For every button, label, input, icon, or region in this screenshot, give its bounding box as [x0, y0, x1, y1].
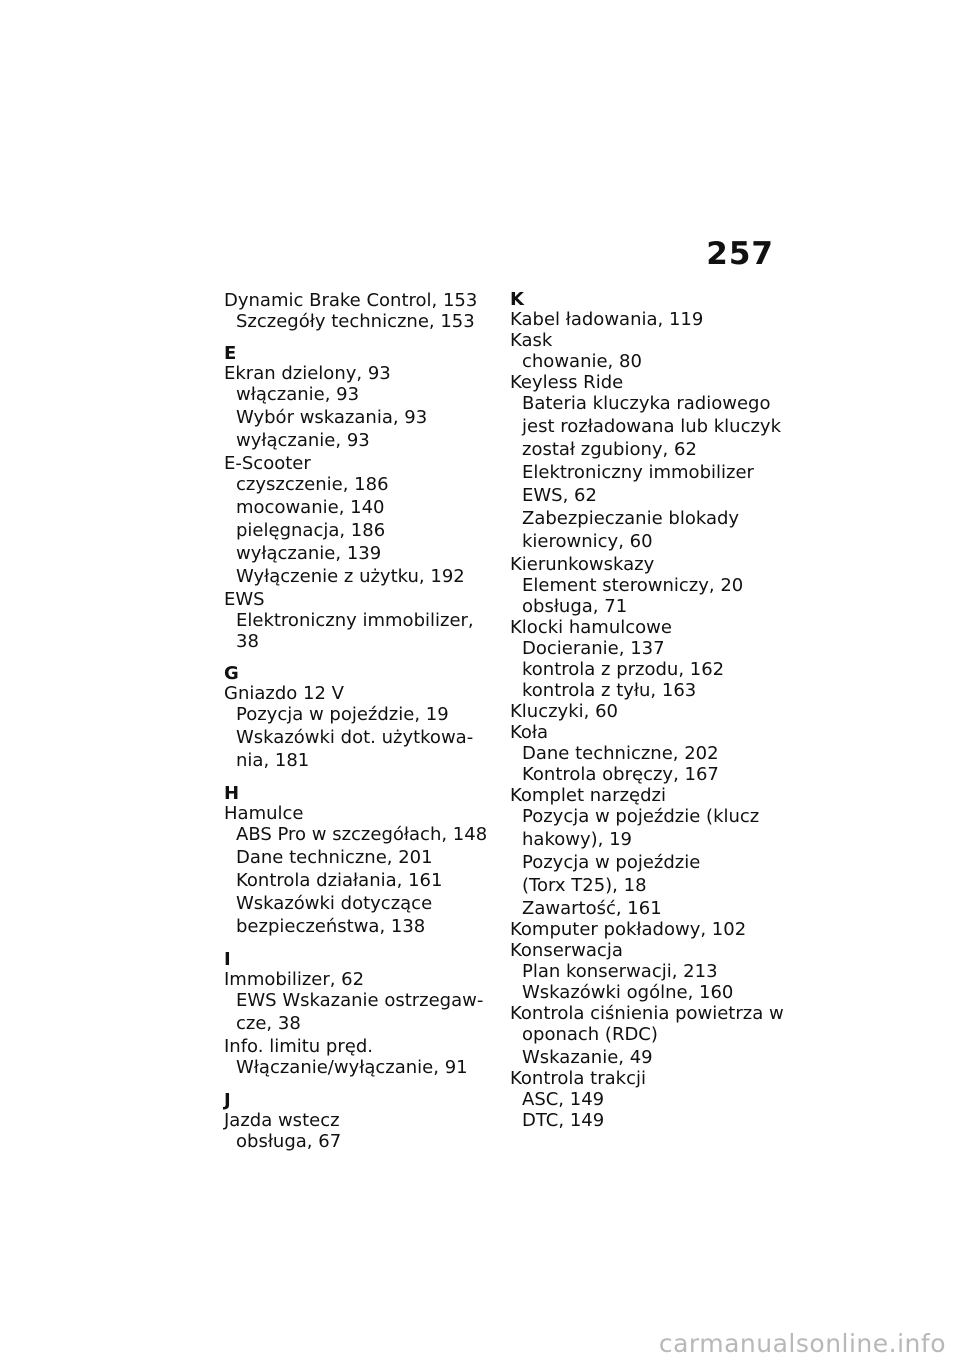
index-subentry: hakowy), 19 [522, 829, 632, 850]
index-entry: Kontrola trakcji [510, 1068, 646, 1089]
index-subentry: kontrola z tyłu, 163 [522, 680, 697, 701]
index-entry: E-Scooter [224, 453, 311, 474]
index-subentry: obsługa, 67 [236, 1131, 342, 1152]
index-subentry: jest rozładowana lub kluczyk [522, 416, 782, 437]
index-subentry: Wskazanie, 49 [522, 1047, 653, 1068]
index-letter-heading: I [224, 949, 231, 970]
index-subentry: bezpieczeństwa, 138 [236, 916, 426, 937]
index-subentry: Wskazówki dotyczące [236, 893, 433, 914]
index-entry: Komputer pokładowy, 102 [510, 919, 747, 940]
index-entry: Immobilizer, 62 [224, 969, 365, 990]
index-subentry: (Torx T25), 18 [522, 875, 647, 896]
index-group-j [224, 1091, 496, 1152]
index-entry: Keyless Ride [510, 372, 624, 393]
index-subentry: Bateria kluczyka radiowego [522, 393, 771, 414]
index-column-left [224, 290, 496, 1152]
index-group-e [224, 344, 496, 652]
index-subentry: Plan konserwacji, 213 [522, 961, 718, 982]
index-letter-heading: J [224, 1090, 231, 1111]
index-subentry: DTC, 149 [522, 1110, 605, 1131]
index-group [224, 290, 496, 332]
index-entry: Ekran dzielony, 93 [224, 363, 391, 384]
watermark: carmanualsonline.info [658, 1329, 946, 1358]
index-subentry: Dane techniczne, 201 [236, 847, 433, 868]
index-entry: Kask [510, 330, 553, 351]
index-subentry: czyszczenie, 186 [236, 474, 389, 495]
index-column-right [510, 290, 790, 1131]
index-subentry: włączanie, 93 [236, 384, 360, 405]
index-subentry: ABS Pro w szczegółach, 148 [236, 824, 488, 845]
index-letter-heading: K [510, 289, 524, 310]
index-subentry: obsługa, 71 [522, 596, 628, 617]
index-entry: Kontrola ciśnienia powietrza w [510, 1003, 784, 1024]
index-subentry: Kontrola działania, 161 [236, 870, 443, 891]
index-subentry: oponach (RDC) [522, 1024, 658, 1045]
index-subentry: Kontrola obręczy, 167 [522, 764, 719, 785]
index-subentry: Element sterowniczy, 20 [522, 575, 744, 596]
index-subentry: Szczegóły techniczne, 153 [236, 311, 475, 332]
index-entry: Kabel ładowania, 119 [510, 309, 704, 330]
index-letter-heading: H [224, 783, 240, 804]
index-entry: Info. limitu pręd. [224, 1036, 373, 1057]
index-letter-heading: E [224, 343, 237, 364]
index-subentry: nia, 181 [236, 750, 310, 771]
index-subentry: został zgubiony, 62 [522, 439, 697, 460]
index-group-k [510, 290, 790, 1131]
index-entry: Klocki hamulcowe [510, 617, 672, 638]
index-subentry: Pozycja w pojeździe (klucz [522, 806, 760, 827]
index-subentry: EWS, 62 [522, 485, 597, 506]
index-subentry: Wskazówki ogólne, 160 [522, 982, 734, 1003]
index-group-i [224, 950, 496, 1079]
index-entry: Jazda wstecz [224, 1110, 340, 1131]
index-subentry: EWS Wskazanie ostrzegaw- [236, 990, 484, 1011]
index-subentry: mocowanie, 140 [236, 497, 385, 518]
index-entry: EWS [224, 589, 265, 610]
index-letter-heading: G [224, 663, 239, 684]
index-group-g [224, 664, 496, 772]
index-entry: Kluczyki, 60 [510, 701, 618, 722]
index-subentry: Zabezpieczanie blokady [522, 508, 740, 529]
index-entry: Kierunkowskazy [510, 554, 655, 575]
index-entry: Dynamic Brake Control, 153 [224, 290, 478, 311]
index-subentry: pielęgnacja, 186 [236, 520, 386, 541]
index-subentry: kontrola z przodu, 162 [522, 659, 725, 680]
index-entry: Hamulce [224, 803, 304, 824]
page-number: 257 [706, 236, 774, 272]
index-subentry: Docieranie, 137 [522, 638, 665, 659]
index-entry: Konserwacja [510, 940, 623, 961]
index-subentry: Wyłączenie z użytku, 192 [236, 566, 465, 587]
index-subentry: ASC, 149 [522, 1089, 605, 1110]
index-subentry: wyłączanie, 93 [236, 430, 370, 451]
index-subentry: Elektroniczny immobilizer [522, 462, 754, 483]
index-subentry: kierownicy, 60 [522, 531, 653, 552]
index-subentry: Dane techniczne, 202 [522, 743, 719, 764]
index-subentry: Wybór wskazania, 93 [236, 407, 428, 428]
index-entry: Koła [510, 722, 549, 743]
index-subentry: chowanie, 80 [522, 351, 642, 372]
index-subentry: Pozycja w pojeździe, 19 [236, 704, 449, 725]
index-entry: Gniazdo 12 V [224, 683, 344, 704]
index-subentry: Włączanie/wyłączanie, 91 [236, 1057, 468, 1078]
index-subentry: Zawartość, 161 [522, 898, 662, 919]
index-subentry: wyłączanie, 139 [236, 543, 382, 564]
index-subentry: cze, 38 [236, 1013, 301, 1034]
index-group-h [224, 784, 496, 938]
index-subentry: Pozycja w pojeździe [522, 852, 701, 873]
index-subentry: Elektroniczny immobilizer, 38 [236, 610, 474, 652]
index-subentry: Wskazówki dot. użytkowa- [236, 727, 474, 748]
index-entry: Komplet narzędzi [510, 785, 666, 806]
